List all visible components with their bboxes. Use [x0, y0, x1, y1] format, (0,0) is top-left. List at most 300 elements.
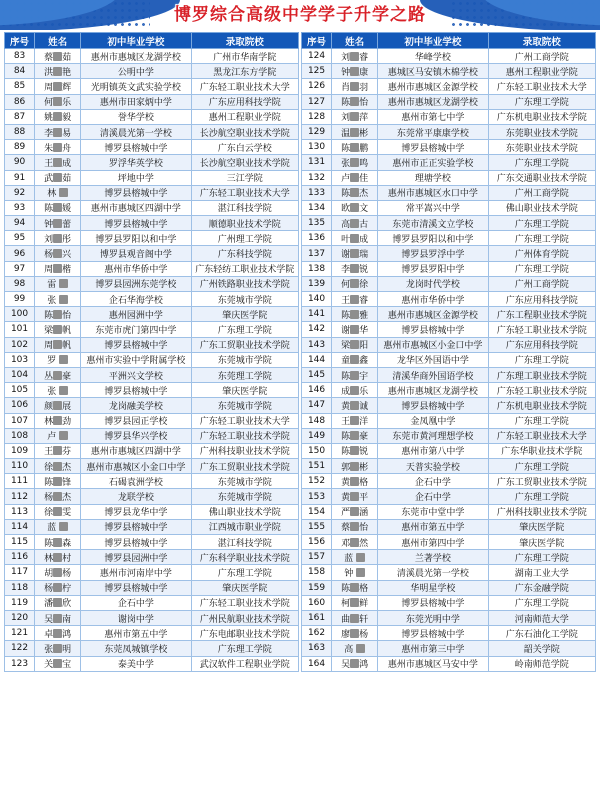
table-row — [5, 580, 299, 595]
cell-admitted-college: 广东电邮职业技术学院 — [191, 626, 298, 641]
redaction-block-icon — [356, 568, 365, 577]
cell-junior-school: 惠州市第四中学 — [378, 535, 488, 550]
redaction-block-icon — [350, 310, 359, 319]
cell-no: 124 — [302, 49, 332, 64]
cell-no: 143 — [302, 337, 332, 352]
cell-no: 103 — [5, 352, 35, 367]
cell-no: 153 — [302, 489, 332, 504]
cell-admitted-college: 东莞职业技术学院 — [488, 124, 595, 139]
table-row — [5, 155, 299, 170]
redaction-block-icon — [350, 416, 359, 425]
cell-name: 林 村 — [35, 550, 81, 565]
cell-admitted-college: 广州理工学院 — [191, 231, 298, 246]
cell-junior-school: 惠州市华侨中学 — [81, 261, 191, 276]
redaction-block-icon — [59, 279, 68, 288]
redaction-block-icon — [350, 325, 359, 334]
redaction-block-icon — [356, 644, 365, 653]
cell-no: 88 — [5, 124, 35, 139]
column-header-name: 姓名 — [35, 33, 81, 49]
table-row — [5, 367, 299, 382]
cell-no: 158 — [302, 565, 332, 580]
redaction-block-icon — [53, 310, 62, 319]
redaction-block-icon — [53, 249, 62, 258]
cell-no: 155 — [302, 519, 332, 534]
redaction-block-icon — [53, 173, 62, 182]
cell-junior-school: 惠州市田家炳中学 — [81, 94, 191, 109]
cell-name: 张 鸣 — [332, 155, 378, 170]
cell-junior-school: 华峰学校 — [378, 49, 488, 64]
cell-junior-school: 龙联学校 — [81, 489, 191, 504]
table-row — [5, 109, 299, 124]
cell-name: 陈 鹏 — [332, 140, 378, 155]
redaction-block-icon — [350, 371, 359, 380]
table-row — [5, 443, 299, 458]
cell-admitted-college: 广州市华南学院 — [191, 49, 298, 64]
cell-admitted-college: 肇庆医学院 — [488, 535, 595, 550]
cell-no: 154 — [302, 504, 332, 519]
cell-no: 130 — [302, 140, 332, 155]
redaction-block-icon — [350, 52, 359, 61]
cell-no: 136 — [302, 231, 332, 246]
redaction-block-icon — [53, 614, 62, 623]
cell-no: 106 — [5, 398, 35, 413]
cell-junior-school: 惠州市惠城区金源学校 — [378, 79, 488, 94]
cell-admitted-college: 广东理工学院 — [488, 231, 595, 246]
cell-admitted-college: 广东机电职业技术学院 — [488, 398, 595, 413]
table-row — [5, 595, 299, 610]
redaction-block-icon — [350, 203, 359, 212]
cell-name: 杨 兴 — [35, 246, 81, 261]
cell-no: 112 — [5, 489, 35, 504]
table-row — [5, 337, 299, 352]
cell-admitted-college: 广东白云学校 — [191, 140, 298, 155]
redaction-block-icon — [350, 598, 359, 607]
cell-junior-school: 龙岗时代学校 — [378, 276, 488, 291]
cell-no: 145 — [302, 367, 332, 382]
table-row — [5, 124, 299, 139]
redaction-block-icon — [53, 446, 62, 455]
cell-no: 107 — [5, 413, 35, 428]
cell-admitted-college: 广东理工学院 — [488, 413, 595, 428]
cell-junior-school: 博罗县罗阳以和中学 — [81, 231, 191, 246]
cell-junior-school: 惠州市第八中学 — [378, 443, 488, 458]
cell-admitted-college: 河南师范大学 — [488, 610, 595, 625]
table-row — [5, 352, 299, 367]
cell-junior-school: 博罗县榕城中学 — [378, 322, 488, 337]
redaction-block-icon — [53, 158, 62, 167]
cell-admitted-college: 广东机电职业技术学院 — [488, 109, 595, 124]
cell-admitted-college: 广州民航职业技术学院 — [191, 610, 298, 625]
cell-name: 叶 成 — [332, 231, 378, 246]
redaction-block-icon — [350, 128, 359, 137]
cell-no: 99 — [5, 292, 35, 307]
cell-no: 93 — [5, 200, 35, 215]
cell-name: 温 彬 — [332, 124, 378, 139]
cell-junior-school: 惠州市河南岸中学 — [81, 565, 191, 580]
cell-no: 138 — [302, 261, 332, 276]
cell-name: 陈 雅 — [332, 307, 378, 322]
table-row — [302, 216, 596, 231]
table-row — [302, 489, 596, 504]
cell-junior-school: 惠州市惠城区四湖中学 — [81, 200, 191, 215]
cell-no: 149 — [302, 428, 332, 443]
cell-no: 115 — [5, 535, 35, 550]
cell-no: 151 — [302, 459, 332, 474]
redaction-block-icon — [53, 477, 62, 486]
cell-name: 颜 展 — [35, 398, 81, 413]
cell-junior-school: 惠州市惠城区龙湖学校 — [81, 49, 191, 64]
cell-admitted-college: 黑龙江东方学院 — [191, 64, 298, 79]
cell-junior-school: 博罗县观音阁中学 — [81, 246, 191, 261]
redaction-block-icon — [53, 401, 62, 410]
cell-junior-school: 龙岗融美学校 — [81, 398, 191, 413]
cell-junior-school: 东莞市中堂中学 — [378, 504, 488, 519]
cell-admitted-college: 广东理工职业技术学院 — [488, 367, 595, 382]
table-row — [302, 185, 596, 200]
redaction-block-icon — [350, 173, 359, 182]
redaction-block-icon — [53, 644, 62, 653]
cell-junior-school: 惠州市第三中学 — [378, 641, 488, 656]
cell-junior-school: 博罗县园洲中学 — [81, 550, 191, 565]
cell-junior-school: 博罗县榕城中学 — [81, 216, 191, 231]
cell-no: 159 — [302, 580, 332, 595]
cell-admitted-college: 佛山职业技术学院 — [488, 200, 595, 215]
cell-name: 周 楷 — [35, 261, 81, 276]
cell-name: 成 乐 — [332, 383, 378, 398]
table-row — [302, 656, 596, 671]
cell-no: 128 — [302, 109, 332, 124]
cell-no: 90 — [5, 155, 35, 170]
cell-name: 邓 然 — [332, 535, 378, 550]
table-row — [5, 231, 299, 246]
roster-table-right — [301, 32, 596, 672]
table-row — [302, 626, 596, 641]
cell-junior-school: 博罗县华兴学校 — [81, 428, 191, 443]
cell-no: 157 — [302, 550, 332, 565]
table-row — [302, 276, 596, 291]
cell-junior-school: 惠州市第五中学 — [378, 519, 488, 534]
cell-junior-school: 理塘学校 — [378, 170, 488, 185]
cell-admitted-college: 东莞城市学院 — [191, 489, 298, 504]
cell-name: 李 易 — [35, 124, 81, 139]
cell-no: 163 — [302, 641, 332, 656]
table-row — [5, 200, 299, 215]
cell-junior-school: 惠州市正正实验学校 — [378, 155, 488, 170]
redaction-block-icon — [350, 614, 359, 623]
redaction-block-icon — [350, 158, 359, 167]
redaction-block-icon — [53, 128, 62, 137]
redaction-block-icon — [350, 538, 359, 547]
cell-name: 卢 — [35, 428, 81, 443]
redaction-block-icon — [53, 264, 62, 273]
table-row — [302, 398, 596, 413]
cell-name: 刘 萍 — [332, 109, 378, 124]
cell-no: 147 — [302, 398, 332, 413]
redaction-block-icon — [350, 219, 359, 228]
redaction-block-icon — [53, 583, 62, 592]
table-row — [302, 79, 596, 94]
cell-admitted-college: 广州科技职业技术学院 — [191, 443, 298, 458]
cell-junior-school: 坪地中学 — [81, 170, 191, 185]
table-row — [5, 383, 299, 398]
table-row — [302, 124, 596, 139]
table-row — [5, 519, 299, 534]
cell-junior-school: 惠州市惠城区龙湖学校 — [378, 383, 488, 398]
cell-admitted-college: 广东轻工职业技术学院 — [191, 595, 298, 610]
cell-no: 152 — [302, 474, 332, 489]
cell-admitted-college: 肇庆医学院 — [191, 383, 298, 398]
cell-name: 蔡 怡 — [332, 519, 378, 534]
cell-junior-school: 博罗县榕城中学 — [81, 580, 191, 595]
redaction-block-icon — [350, 446, 359, 455]
cell-name: 丛 豪 — [35, 367, 81, 382]
cell-name: 胡 杨 — [35, 565, 81, 580]
cell-name: 朱 舟 — [35, 140, 81, 155]
redaction-block-icon — [350, 249, 359, 258]
cell-junior-school: 惠州市实验中学附属学校 — [81, 352, 191, 367]
redaction-block-icon — [350, 401, 359, 410]
cell-no: 113 — [5, 504, 35, 519]
table-row — [302, 459, 596, 474]
cell-name: 王 芬 — [35, 443, 81, 458]
redaction-block-icon — [350, 188, 359, 197]
cell-no: 86 — [5, 94, 35, 109]
cell-admitted-college: 广东科学职业技术学院 — [191, 550, 298, 565]
cell-no: 134 — [302, 200, 332, 215]
cell-admitted-college: 广东轻工职业技术大学 — [488, 428, 595, 443]
redaction-block-icon — [350, 659, 359, 668]
redaction-block-icon — [350, 112, 359, 121]
redaction-block-icon — [53, 462, 62, 471]
cell-name: 谢 华 — [332, 322, 378, 337]
cell-name: 柯 鲜 — [332, 595, 378, 610]
table-row — [302, 367, 596, 382]
cell-junior-school: 石碣袁洲学校 — [81, 474, 191, 489]
cell-name: 武 茹 — [35, 170, 81, 185]
cell-admitted-college: 惠州工程职业学院 — [191, 109, 298, 124]
redaction-block-icon — [53, 538, 62, 547]
cell-admitted-college: 广东理工学院 — [488, 216, 595, 231]
cell-name: 何 乐 — [35, 94, 81, 109]
cell-name: 陈 锋 — [35, 474, 81, 489]
table-row — [5, 261, 299, 276]
cell-name: 刘 彤 — [35, 231, 81, 246]
cell-name: 钟 康 — [332, 64, 378, 79]
cell-name: 陈 豪 — [332, 428, 378, 443]
table-row — [5, 64, 299, 79]
redaction-block-icon — [53, 492, 62, 501]
cell-junior-school: 惠州市惠城区龙湖学校 — [378, 94, 488, 109]
cell-admitted-college: 广东应用科技学院 — [488, 337, 595, 352]
cell-no: 101 — [5, 322, 35, 337]
table-row — [5, 610, 299, 625]
redaction-block-icon — [53, 203, 62, 212]
cell-admitted-college: 江西城市职业学院 — [191, 519, 298, 534]
cell-admitted-college: 广东工贸职业技术学院 — [191, 459, 298, 474]
cell-admitted-college: 广东轻纺工职业技术学院 — [191, 261, 298, 276]
table-row — [5, 535, 299, 550]
cell-junior-school: 惠州市第五中学 — [81, 626, 191, 641]
cell-junior-school: 惠州市惠城区马安中学 — [378, 656, 488, 671]
cell-admitted-college: 湖南工业大学 — [488, 565, 595, 580]
cell-admitted-college: 广东轻工职业技术大学 — [191, 79, 298, 94]
cell-name: 严 涵 — [332, 504, 378, 519]
cell-junior-school: 东莞光明中学 — [378, 610, 488, 625]
cell-no: 89 — [5, 140, 35, 155]
cell-admitted-college: 广东工贸职业技术学院 — [191, 337, 298, 352]
cell-no: 148 — [302, 413, 332, 428]
table-row — [302, 474, 596, 489]
cell-name: 李 锐 — [332, 261, 378, 276]
table-row — [302, 535, 596, 550]
table-row — [5, 185, 299, 200]
table-row — [302, 550, 596, 565]
cell-no: 111 — [5, 474, 35, 489]
redaction-block-icon — [350, 97, 359, 106]
table-row — [5, 292, 299, 307]
cell-name: 梁 帆 — [35, 322, 81, 337]
table-header-row — [302, 33, 596, 49]
table-row — [302, 261, 596, 276]
cell-junior-school: 惠州园洲中学 — [81, 307, 191, 322]
cell-admitted-college: 广东理工学院 — [488, 489, 595, 504]
table-row — [5, 413, 299, 428]
redaction-block-icon — [53, 219, 62, 228]
roster-body-right — [302, 49, 596, 672]
cell-junior-school: 博罗县榕城中学 — [81, 535, 191, 550]
cell-junior-school: 博罗县园洲东莞学校 — [81, 276, 191, 291]
redaction-block-icon — [350, 264, 359, 273]
cell-name: 钟 — [332, 565, 378, 580]
cell-no: 100 — [5, 307, 35, 322]
column-header-school: 初中毕业学校 — [378, 33, 488, 49]
cell-no: 137 — [302, 246, 332, 261]
cell-junior-school: 兰著学校 — [378, 550, 488, 565]
cell-no: 118 — [5, 580, 35, 595]
cell-name: 黄 诚 — [332, 398, 378, 413]
cell-name: 张 — [35, 383, 81, 398]
redaction-block-icon — [350, 522, 359, 531]
cell-junior-school: 博罗县罗阳以和中学 — [378, 231, 488, 246]
cell-no: 119 — [5, 595, 35, 610]
cell-name: 徐 雯 — [35, 504, 81, 519]
cell-junior-school: 博罗县罗阳中学 — [378, 261, 488, 276]
redaction-block-icon — [53, 568, 62, 577]
roster-table-left — [4, 32, 299, 672]
cell-admitted-college: 广东理工学院 — [488, 261, 595, 276]
table-row — [302, 595, 596, 610]
cell-no: 142 — [302, 322, 332, 337]
cell-no: 95 — [5, 231, 35, 246]
redaction-block-icon — [53, 659, 62, 668]
redaction-block-icon — [53, 553, 62, 562]
cell-name: 林 — [35, 185, 81, 200]
cell-admitted-college: 东莞城市学院 — [191, 474, 298, 489]
table-row — [302, 610, 596, 625]
cell-no: 92 — [5, 185, 35, 200]
redaction-block-icon — [350, 355, 359, 364]
cell-name: 张 明 — [35, 641, 81, 656]
table-row — [302, 565, 596, 580]
table-row — [5, 49, 299, 64]
cell-no: 121 — [5, 626, 35, 641]
column-header-college: 录取院校 — [488, 33, 595, 49]
redaction-block-icon — [356, 553, 365, 562]
redaction-block-icon — [350, 583, 359, 592]
table-row — [302, 641, 596, 656]
table-row — [5, 246, 299, 261]
cell-junior-school: 公明中学 — [81, 64, 191, 79]
cell-no: 87 — [5, 109, 35, 124]
table-row — [302, 109, 596, 124]
cell-name: 欧 文 — [332, 200, 378, 215]
cell-junior-school: 博罗县榕城中学 — [378, 595, 488, 610]
cell-junior-school: 天普实验学校 — [378, 459, 488, 474]
cell-admitted-college: 广州科技职业技术学院 — [488, 504, 595, 519]
cell-no: 109 — [5, 443, 35, 458]
cell-junior-school: 清溪华商外国语学校 — [378, 367, 488, 382]
cell-no: 129 — [302, 124, 332, 139]
cell-admitted-college: 岭南师范学院 — [488, 656, 595, 671]
roster-body-left — [5, 49, 299, 672]
cell-no: 162 — [302, 626, 332, 641]
cell-no: 146 — [302, 383, 332, 398]
cell-no: 144 — [302, 352, 332, 367]
table-row — [302, 170, 596, 185]
cell-name: 曲 轩 — [332, 610, 378, 625]
cell-junior-school: 光明镇英文武实验学校 — [81, 79, 191, 94]
redaction-block-icon — [350, 295, 359, 304]
cell-admitted-college: 广东华职业技术学院 — [488, 443, 595, 458]
cell-admitted-college: 肇庆医学院 — [191, 580, 298, 595]
table-row — [302, 246, 596, 261]
cell-no: 132 — [302, 170, 332, 185]
cell-admitted-college: 广东轻工职业技术学院 — [488, 322, 595, 337]
cell-admitted-college: 广东轻工职业技术学院 — [488, 383, 595, 398]
redaction-block-icon — [53, 507, 62, 516]
cell-admitted-college: 长沙航空职业技术学院 — [191, 124, 298, 139]
cell-admitted-college: 广东轻工职业技术大学 — [191, 185, 298, 200]
cell-name: 廖 杨 — [332, 626, 378, 641]
redaction-block-icon — [53, 340, 62, 349]
table-row — [5, 322, 299, 337]
table-row — [302, 322, 596, 337]
table-row — [302, 504, 596, 519]
cell-junior-school: 博罗县园正学校 — [81, 413, 191, 428]
cell-admitted-college: 广东理工学院 — [488, 94, 595, 109]
cell-name: 吴 南 — [35, 610, 81, 625]
table-row — [5, 276, 299, 291]
cell-admitted-college: 东莞城市学院 — [191, 352, 298, 367]
cell-name: 何 徐 — [332, 276, 378, 291]
cell-admitted-college: 东莞城市学院 — [191, 292, 298, 307]
table-row — [302, 231, 596, 246]
cell-name: 黄 格 — [332, 474, 378, 489]
cell-no: 127 — [302, 94, 332, 109]
cell-junior-school: 博罗县龙华中学 — [81, 504, 191, 519]
table-row — [302, 200, 596, 215]
cell-admitted-college: 长沙航空职业技术学院 — [191, 155, 298, 170]
cell-admitted-college: 广东应用科技学院 — [488, 292, 595, 307]
cell-name: 陈 锐 — [332, 443, 378, 458]
redaction-block-icon — [350, 477, 359, 486]
cell-admitted-college: 韶关学院 — [488, 641, 595, 656]
redaction-block-icon — [53, 234, 62, 243]
cell-admitted-college: 东莞城市学院 — [191, 398, 298, 413]
cell-no: 108 — [5, 428, 35, 443]
cell-admitted-college: 广东应用科技学院 — [191, 94, 298, 109]
cell-junior-school: 惠城区马安镇木棉学校 — [378, 64, 488, 79]
